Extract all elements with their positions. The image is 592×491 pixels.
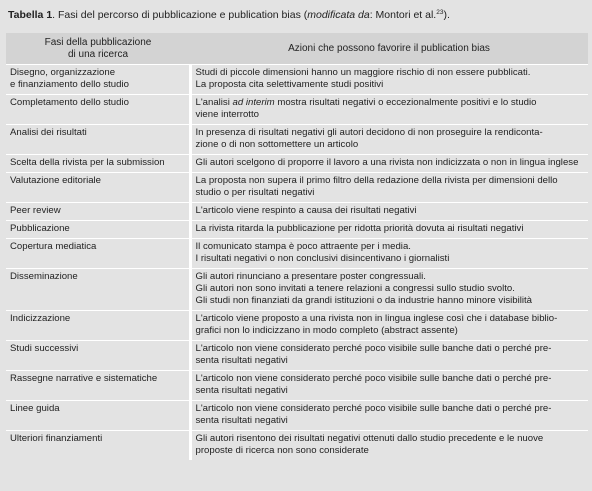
phase-cell: Linee guida — [6, 401, 190, 431]
table-row — [6, 311, 588, 341]
action-cell: Il comunicato stampa è poco attraente per i media. I risultati negativi o non conclusivi disincentivano i giornalisti — [190, 239, 588, 269]
action-cell: Gli autori rinunciano a presentare poster congressuali. Gli autori non sono invitati a tenere relazioni a congressi sullo studio svolto. Gli studi non finanziati da grandi istituzioni o da industrie hanno minore visibilità — [190, 269, 588, 311]
caption-reference: 23 — [436, 9, 444, 16]
table-row — [6, 371, 588, 401]
phase-cell: Indicizzazione — [6, 311, 190, 341]
publication-bias-table — [6, 33, 588, 460]
table-row — [6, 125, 588, 155]
phase-cell: Ulteriori finanziamenti — [6, 431, 190, 461]
table-row — [6, 95, 588, 125]
phase-cell: Disegno, organizzazione e finanziamento dello studio — [6, 65, 190, 95]
table-caption — [8, 9, 450, 22]
table-row — [6, 269, 588, 311]
table-row — [6, 155, 588, 173]
phase-cell: Scelta della rivista per la submission — [6, 155, 190, 173]
phase-cell: Copertura mediatica — [6, 239, 190, 269]
header-phases: Fasi della pubblicazione di una ricerca — [6, 33, 190, 65]
table-row — [6, 203, 588, 221]
phase-cell: Valutazione editoriale — [6, 173, 190, 203]
table-header-row — [6, 33, 588, 65]
action-cell: L'articolo non viene considerato perché poco visibile sulle banche dati o perché pre- senta risultati negativi — [190, 341, 588, 371]
table-row — [6, 65, 588, 95]
table-body — [6, 65, 588, 461]
action-cell: Gli autori scelgono di proporre il lavoro a una rivista non indicizzata o non in lingua inglese — [190, 155, 588, 173]
table-row — [6, 239, 588, 269]
caption-source: : Montori et al. — [369, 9, 437, 21]
action-cell: In presenza di risultati negativi gli autori decidono di non proseguire la rendiconta- zione o di non sottomettere un articolo — [190, 125, 588, 155]
action-cell: L'articolo non viene considerato perché poco visibile sulle banche dati o perché pre- senta risultati negativi — [190, 401, 588, 431]
table-row — [6, 401, 588, 431]
action-cell: L'articolo non viene considerato perché poco visibile sulle banche dati o perché pre- senta risultati negativi — [190, 371, 588, 401]
action-cell: Studi di piccole dimensioni hanno un maggiore rischio di non essere pubblicati. La proposta cita selettivamente studi positivi — [195, 67, 531, 90]
phase-cell: Disseminazione — [6, 269, 190, 311]
header-actions: Azioni che possono favorire il publication bias — [190, 33, 588, 65]
table-row — [6, 431, 588, 461]
phase-cell: Analisi dei risultati — [6, 125, 190, 155]
caption-label: Tabella 1 — [8, 9, 53, 21]
phase-cell: Studi successivi — [6, 341, 190, 371]
action-cell: La rivista ritarda la pubblicazione per ridotta priorità dovuta ai risultati negativi — [190, 221, 588, 239]
table-row — [6, 173, 588, 203]
phase-cell: Rassegne narrative e sistematiche — [6, 371, 190, 401]
caption-italic: modificata da — [307, 9, 370, 21]
table-row — [6, 341, 588, 371]
action-cell: L'analisi ad interim mostra risultati negativi o eccezionalmente positivi e lo studio viene interrotto — [190, 95, 588, 125]
action-cell: L'articolo viene proposto a una rivista non in lingua inglese così che i database biblio- grafici non lo indicizzano in modo completo (abstract assente) — [190, 311, 588, 341]
action-cell: L'articolo viene respinto a causa dei risultati negativi — [190, 203, 588, 221]
phase-cell: Peer review — [6, 203, 190, 221]
action-cell: La proposta non supera il primo filtro della redazione della rivista per dimensioni dello studio o per risultati negativi — [190, 173, 588, 203]
caption-end: ). — [443, 9, 450, 21]
caption-text: . Fasi del percorso di pubblicazione e publication bias ( — [52, 9, 308, 21]
phase-cell: Completamento dello studio — [6, 95, 190, 125]
action-cell: Gli autori risentono dei risultati negativi ottenuti dallo studio precedente e le nuove proposte di ricerca non sono considerate — [190, 431, 588, 461]
table-row — [6, 221, 588, 239]
phase-cell: Pubblicazione — [6, 221, 190, 239]
